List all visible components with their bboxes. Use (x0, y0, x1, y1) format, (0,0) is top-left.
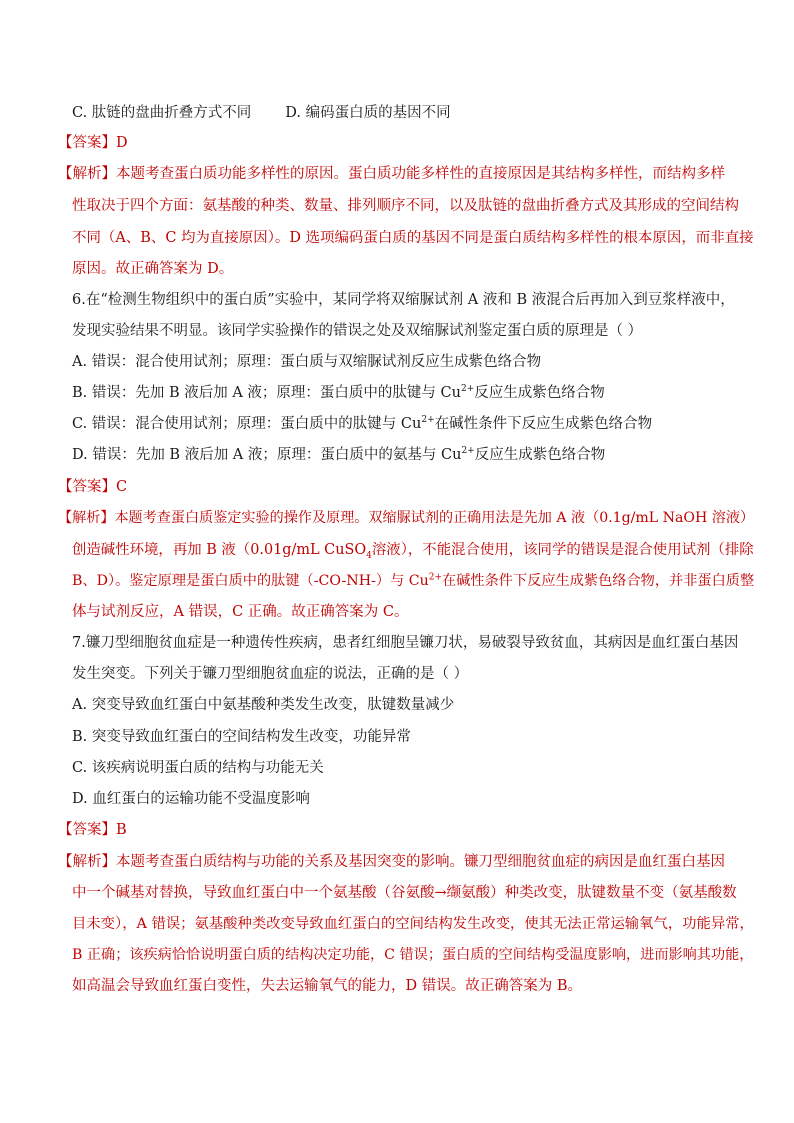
analysis-text: B、D）。鉴定原理是蛋白质中的肽键（-CO-NH-）与 Cu (72, 573, 429, 589)
q6-analysis-line-2 (72, 540, 754, 560)
q5-option-c: C. 肽链的盘曲折叠方式不同 (72, 105, 252, 121)
q7-analysis-line-5: 如高温会导致血红蛋白变性，失去运输氧气的能力，D 错误。故正确答案为 B。 (72, 978, 582, 994)
superscript: 2+ (421, 415, 435, 426)
answer-tag: 【答案】 (58, 135, 116, 151)
q5-analysis-line-1 (58, 164, 725, 184)
q6-option-c (72, 414, 652, 434)
q7-analysis-line-2: 中一个碱基对替换，导致血红蛋白中一个氨基酸（谷氨酸→缬氨酸）种类改变，肽键数量不变（氨基酸数 (72, 885, 737, 901)
q5-option-d: D. 编码蛋白质的基因不同 (285, 105, 451, 121)
analysis-tag: 【解析】 (58, 166, 116, 182)
analysis-text: 溶液），不能混合使用，该同学的错误是混合使用试剂（排除 (371, 542, 754, 558)
q6-answer (58, 477, 127, 497)
q7-analysis-line-1 (58, 852, 725, 872)
q5-options-cd (72, 103, 451, 123)
q7-option-b: B. 突变导致血红蛋白的空间结构发生改变，功能异常 (72, 729, 411, 745)
answer-value: C (116, 479, 128, 495)
analysis-tag: 【解析】 (58, 510, 115, 526)
analysis-text: 在碱性条件下反应生成紫色络合物，并非蛋白质整 (442, 573, 755, 589)
analysis-text: 本题考查蛋白质功能多样性的原因。蛋白质功能多样性的直接原因是其结构多样性，而结构多样 (116, 166, 725, 182)
superscript: 2+ (460, 384, 475, 395)
subscript: 4 (366, 550, 372, 561)
superscript: 2+ (461, 446, 475, 457)
answer-value: B (116, 822, 127, 838)
option-text: 在碱性条件下反应生成紫色络合物 (434, 416, 653, 432)
q6-stem-line-1: 6.在“检测生物组织中的蛋白质”实验中，某同学将双缩脲试剂 A 液和 B 液混合后再加入到豆浆样液中， (72, 292, 735, 308)
option-text: B. 错误：先加 B 液后加 A 液；原理：蛋白质中的肽键与 Cu (72, 385, 461, 401)
q5-analysis-line-4: 原因。故正确答案为 D。 (72, 261, 234, 277)
q7-option-c: C. 该疾病说明蛋白质的结构与功能无关 (72, 760, 324, 776)
q7-stem-line-1: 7.镰刀型细胞贫血症是一种遗传性疾病，患者红细胞呈镰刀状，易破裂导致贫血，其病因是血红蛋白基因 (72, 635, 739, 651)
q5-analysis-line-3: 不同（A、B、C 均为直接原因）。D 选项编码蛋白质的基因不同是蛋白质结构多样性的根本原因，而非直接 (72, 230, 754, 246)
option-text: 反应生成紫色络合物 (474, 447, 606, 463)
q6-stem-line-2: 发现实验结果不明显。该同学实验操作的错误之处及双缩脲试剂鉴定蛋白质的原理是（ ） (72, 323, 643, 339)
q7-stem-line-2: 发生突变。下列关于镰刀型细胞贫血症的说法，正确的是（ ） (72, 666, 469, 682)
analysis-text: 创造碱性环境，再加 B 液（0.01g/mL CuSO (72, 542, 367, 558)
option-text: C. 错误：混合使用试剂；原理：蛋白质中的肽键与 Cu (72, 416, 422, 432)
analysis-text: 本题考查蛋白质鉴定实验的操作及原理。双缩脲试剂的正确用法是先加 A 液（0.1g/mL NaOH 溶液） (114, 510, 755, 526)
q5-analysis-line-2: 性取决于四个方面：氨基酸的种类、数量、排列顺序不同，以及肽链的盘曲折叠方式及其形成的空间结构 (72, 198, 739, 214)
q7-analysis-line-4: B 正确；该疾病恰恰说明蛋白质的结构决定功能，C 错误；蛋白质的空间结构受温度影响，进而影响其功能， (72, 947, 754, 963)
answer-value: D (116, 135, 128, 151)
q6-option-b (72, 383, 605, 403)
q6-option-a: A. 错误：混合使用试剂；原理：蛋白质与双缩脲试剂反应生成紫色络合物 (72, 354, 542, 370)
analysis-text: 本题考查蛋白质结构与功能的关系及基因突变的影响。镰刀型细胞贫血症的病因是血红蛋白基因 (116, 854, 725, 870)
answer-tag: 【答案】 (58, 822, 116, 838)
q7-option-a: A. 突变导致血红蛋白中氨基酸种类发生改变，肽键数量减少 (72, 697, 455, 713)
q7-option-d: D. 血红蛋白的运输功能不受温度影响 (72, 791, 310, 807)
analysis-tag: 【解析】 (58, 854, 116, 870)
q7-answer (58, 820, 127, 840)
q6-analysis-line-1 (58, 508, 754, 528)
answer-tag: 【答案】 (58, 479, 116, 495)
q6-analysis-line-4: 体与试剂反应，A 错误，C 正确。故正确答案为 C。 (72, 604, 409, 620)
q6-option-d (72, 445, 605, 465)
q5-answer (58, 133, 128, 153)
option-text: 反应生成紫色络合物 (474, 385, 605, 401)
option-text: D. 错误：先加 B 液后加 A 液；原理：蛋白质中的氨基与 Cu (72, 447, 462, 463)
q7-analysis-line-3: 目未变），A 错误；氨基酸种类改变导致血红蛋白的空间结构发生改变，使其无法正常运输氧气，功能异常， (72, 916, 754, 932)
q6-analysis-line-3 (72, 571, 754, 591)
superscript: 2+ (428, 572, 443, 583)
